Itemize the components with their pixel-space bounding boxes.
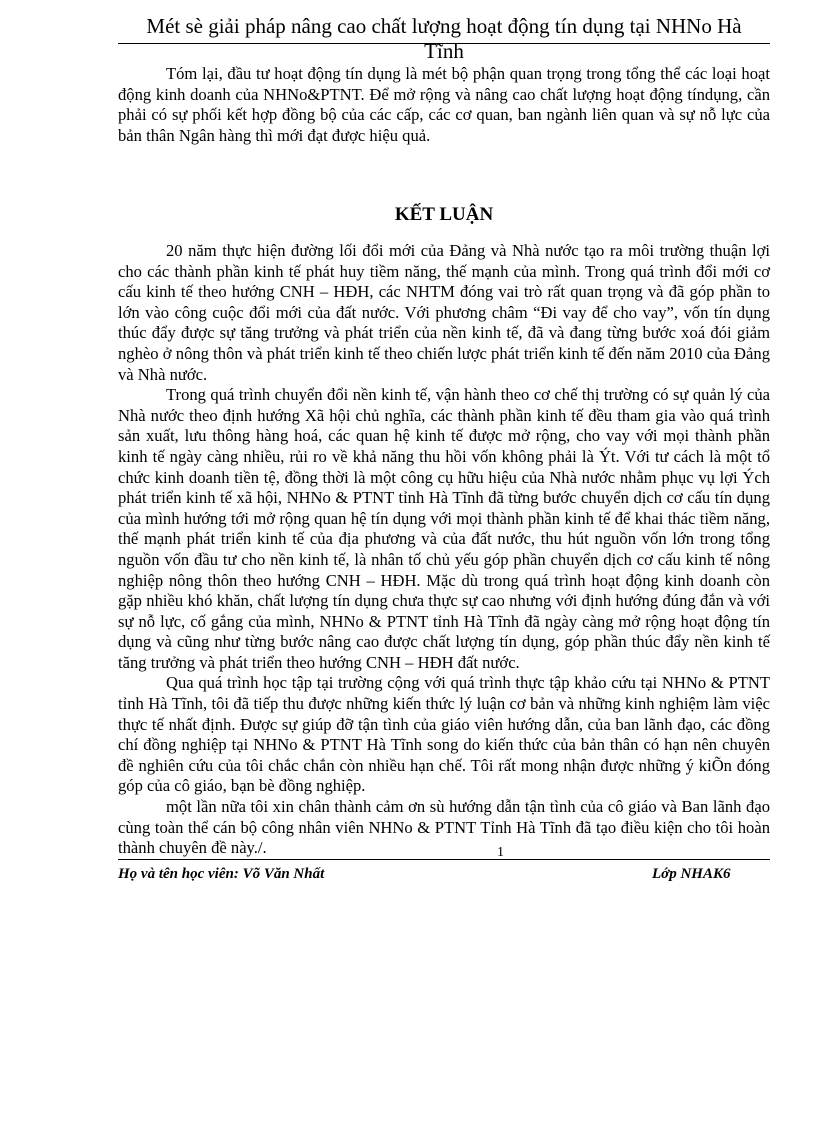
- page-header-title: [118, 14, 770, 64]
- conclusion-section: [118, 241, 770, 859]
- conclusion-paragraph: Trong quá trình chuyển đổi nền kinh tế, vận hành theo cơ chế thị trường có sự quản lý của Nhà nước theo định hướng Xã hội chủ nghĩa, các thành phần kinh tế đều tham gia vào quá trình sản xuất, lưu thông hàng hoá, các quan hệ kinh tế được mở rộng, cho vay với mọi thành phần kinh tế ngày càng nhiều, rủi ro về khả năng thu hồi vốn không phải là Ýt. Với tư cách là một tổ chức kinh doanh tiền tệ, đồng thời là một công cụ hữu hiệu của Nhà nước nhằm phục vụ lợi Ých phát triển kinh tế xã hội, NHNo & PTNT tỉnh Hà Tĩnh đã từng bước chuyển dịch cơ cấu tín dụng của mình hướng tới mở rộng quan hệ tín dụng với mọi thành phần kinh tế để khai thác tiềm năng, thế mạnh phát triển kinh tế của địa phương và của đất nước, thu hút nguồn vốn lớn trong tổng nguồn vốn đầu tư cho nền kinh tế, là nhân tố chủ yếu góp phần chuyển dịch cơ cấu kinh tế nông nghiệp nông thôn theo hướng CNH – HĐH. Mặc dù trong quá trình hoạt động kinh doanh còn gặp nhiều khó khăn, chất lượng tín dụng chưa thực sự cao nhưng với định hướng đúng đắn và với sự nỗ lực, cố gắng của mình, NHNo & PTNT tỉnh Hà Tĩnh đã ngày càng mở rộng hoạt động tín dụng và cũng như từng bước nâng cao được chất lượng tín dụng, góp phần thúc đẩy nền kinh tế tăng trưởng và phát triển theo hướng CNH – HĐH đất nước.: [118, 385, 770, 672]
- header-rule: [118, 43, 770, 44]
- footer-class: Lớp NHAK6: [652, 866, 731, 882]
- footer-student-name: Họ và tên học viên: Võ Văn Nhất: [118, 866, 325, 882]
- conclusion-paragraph: một lần nữa tôi xin chân thành cảm ơn sù hướng dẫn tận tình của cô giáo và Ban lãnh đạo cùng toàn thể cán bộ công nhân viên NHNo & PTNT Tỉnh Hà Tĩnh đã tạo điều kiện cho tôi hoàn thành chuyên đề này./.: [118, 797, 770, 858]
- intro-section: [118, 64, 770, 146]
- header-title-line1: Mét sè giải pháp nâng cao chất lượng hoạt động tín dụng tại NHNo Hà: [146, 14, 742, 38]
- header-title-line2: Tĩnh: [424, 39, 464, 63]
- conclusion-paragraph: 20 năm thực hiện đường lối đổi mới của Đảng và Nhà nước tạo ra môi trường thuận lợi cho các thành phần kinh tế phát huy tiềm năng, thế mạnh của mình. Trong quá trình đổi mới cơ cấu kinh tế theo hướng CNH – HĐH, các NHTM đóng vai trò rất quan trọng và đã góp phần to lớn vào công cuộc đổi mới của đất nước. Với phương châm “Đi vay để cho vay”, vốn tín dụng thúc đẩy được sự tăng trưởng và phát triển của nền kinh tế, đã và đang từng bước xoá đói giảm nghèo ở nông thôn và phát triển kinh tế theo chiến lược phát triển kinh tế đến năm 2010 của Đảng và Nhà nước.: [118, 241, 770, 384]
- conclusion-paragraph: Qua quá trình học tập tại trường cộng với quá trình thực tập khảo cứu tại NHNo & PTNT tỉnh Hà Tĩnh, tôi đã tiếp thu được những kiến thức lý luận cơ bản và những kinh nghiệm làm việc thực tế nhất định. Được sự giúp đỡ tận tình của giáo viên hướng dẫn, của ban lãnh đạo, các đồng chí đồng nghiệp tại NHNo & PTNT Hà Tĩnh song do kiến thức của bản thân có hạn nên chuyên đề nghiên cứu của tôi chắc chắn còn nhiều hạn chế. Tôi rất mong nhận được những ý kiÕn đóng góp của cô giáo, bạn bè đồng nghiệp.: [118, 673, 770, 796]
- section-heading: KẾT LUẬN: [394, 204, 494, 225]
- page-number: 1: [497, 845, 504, 860]
- footer-rule: [118, 859, 770, 860]
- intro-paragraph: Tóm lại, đầu tư hoạt động tín dụng là mét bộ phận quan trọng trong tổng thể các loại hoạt động kinh doanh của NHNo&PTNT. Để mở rộng và nâng cao chất lượng hoạt động tíndụng, cần phải có sự phối kết hợp đồng bộ của các cấp, các cơ quan, ban ngành liên quan và sự nỗ lực của bản thân Ngân hàng thì mới đạt được hiệu quả.: [118, 64, 770, 145]
